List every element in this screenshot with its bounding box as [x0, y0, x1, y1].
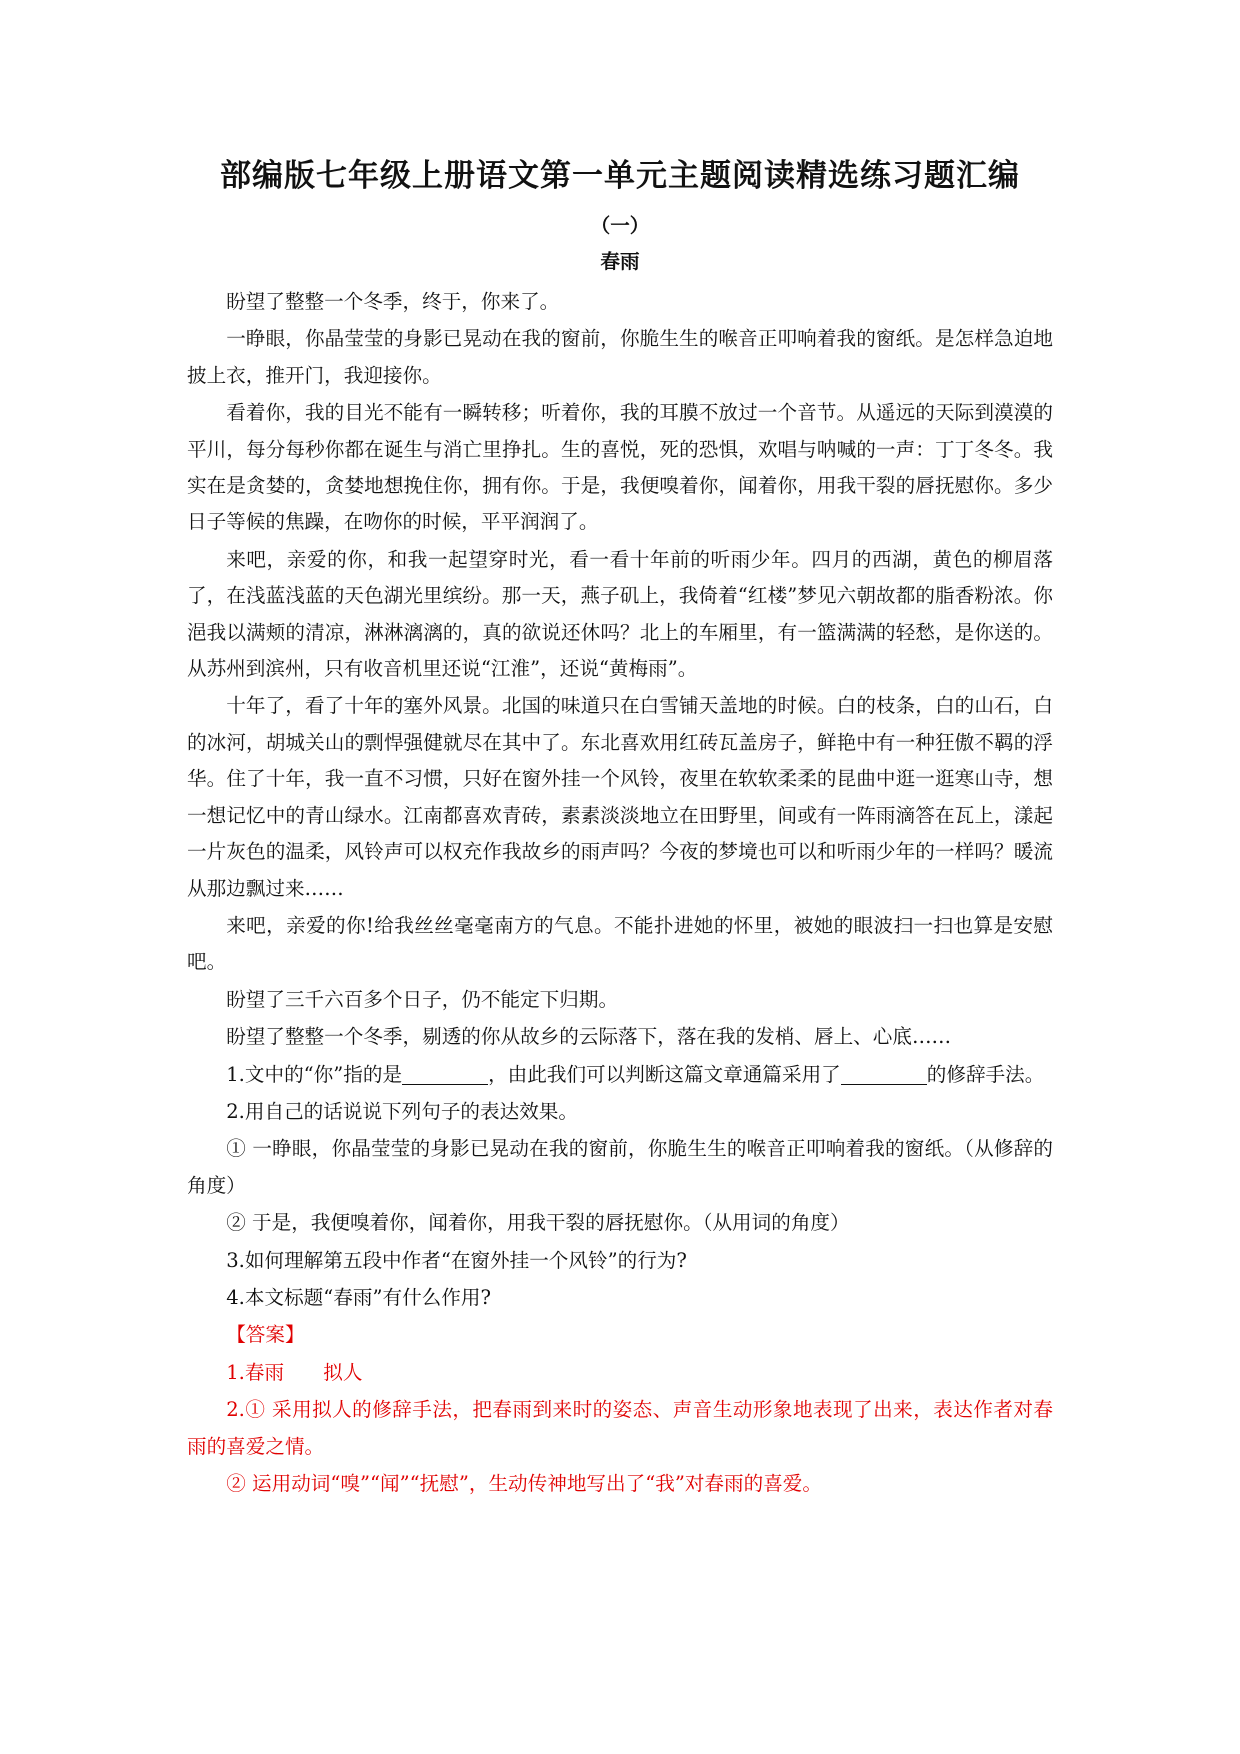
question-2-item-1: ① 一睁眼，你晶莹莹的身影已晃动在我的窗前，你脆生生的喉音正叩响着我的窗纸。（从修辞的角度） [187, 1137, 1053, 1197]
answer-2-item-2: ② 运用动词“嗅”“闻”“抚慰”，生动传神地写出了“我”对春雨的喜爱。 [226, 1472, 822, 1495]
document-body [187, 152, 1053, 1503]
article-title: 春雨 [600, 250, 640, 273]
article-paragraph: 盼望了整整一个冬季，剔透的你从故乡的云际落下，落在我的发梢、唇上、心底…… [226, 1025, 952, 1049]
question-2: 2.用自己的话说说下列句子的表达效果。 [226, 1099, 578, 1123]
article-paragraph: 盼望了整整一个冬季，终于，你来了。 [226, 290, 560, 313]
answer-blank[interactable] [841, 1064, 927, 1085]
question-2-item-2: ② 于是，我便嗅着你，闻着你，用我干裂的唇抚慰你。（从用词的角度） [226, 1211, 850, 1235]
article-paragraph: 来吧，亲爱的你!给我丝丝毫毫南方的气息。不能扑进她的怀里，被她的眼波扫一扫也算是安慰吧。 [187, 913, 1053, 974]
answer-blank[interactable] [402, 1064, 488, 1085]
section-number: （一） [590, 214, 650, 237]
article-paragraph: 看着你，我的目光不能有一瞬转移；听着你，我的耳膜不放过一个音节。从遥远的天际到漠漠的平川，每分每秒你都在诞生与消亡里挣扎。生的喜悦，死的恐惧，欢唱与呐喊的一声：丁丁冬冬。我实在是贪婪的，贪婪地想挽住你，拥有你。于是，我便嗅着你，闻着你，用我干裂的唇抚慰你。多少日子等候的焦躁，在吻你的时候，平平润润了。 [187, 401, 1053, 534]
question-1-text-b: ，由此我们可以判断这篇文章通篇采用了 [488, 1062, 841, 1086]
question-4: 4.本文标题“春雨”有什么作用? [226, 1285, 491, 1309]
answer-1: 1.春雨 拟人 [226, 1360, 363, 1384]
article-paragraph: 一睁眼，你晶莹莹的身影已晃动在我的窗前，你脆生生的喉音正叩响着我的窗纸。是怎样急迫地披上衣，推开门，我迎接你。 [187, 327, 1053, 387]
question-1-text-c: 的修辞手法。 [926, 1062, 1045, 1086]
question-3: 3.如何理解第五段中作者“在窗外挂一个风铃”的行为? [226, 1248, 687, 1272]
question-1-text-a: 1.文中的“你”指的是 [226, 1062, 403, 1086]
question-1 [187, 1057, 1053, 1093]
article-paragraph: 盼望了三千六百多个日子，仍不能定下归期。 [226, 987, 619, 1011]
answer-header: 【答案】 [226, 1323, 305, 1347]
article-paragraph: 来吧，亲爱的你，和我一起望穿时光，看一看十年前的听雨少年。四月的西湖，黄色的柳眉落了，在浅蓝浅蓝的天色湖光里缤纷。那一天，燕子矶上，我倚着“红楼”梦见六朝故都的脂香粉浓。你浥我以满颊的清凉，淋淋漓漓的，真的欲说还休吗？北上的车厢里，有一篮满满的轻愁，是你送的。从苏州到滨州，只有收音机里还说“江淮”，还说“黄梅雨”。 [187, 547, 1053, 681]
document-title: 部编版七年级上册语文第一单元主题阅读精选练习题汇编 [220, 158, 1020, 194]
article-paragraph: 十年了，看了十年的塞外风景。北国的味道只在白雪铺天盖地的时候。白的枝条，白的山石，白的冰河，胡城关山的剽悍强健就尽在其中了。东北喜欢用红砖瓦盖房子，鲜艳中有一种狂傲不羁的浮华。住了十年，我一直不习惯，只好在窗外挂一个风铃，夜里在软软柔柔的昆曲中逛一逛寒山寺，想一想记忆中的青山绿水。江南都喜欢青砖，素素淡淡地立在田野里，间或有一阵雨滴答在瓦上，漾起一片灰色的温柔，风铃声可以权充作我故乡的雨声吗？今夜的梦境也可以和听雨少年的一样吗？暖流从那边飘过来…… [187, 694, 1053, 900]
answer-2-item-1: 2.① 采用拟人的修辞手法，把春雨到来时的姿态、声音生动形象地表现了出来，表达作者对春雨的喜爱之情。 [187, 1398, 1053, 1458]
